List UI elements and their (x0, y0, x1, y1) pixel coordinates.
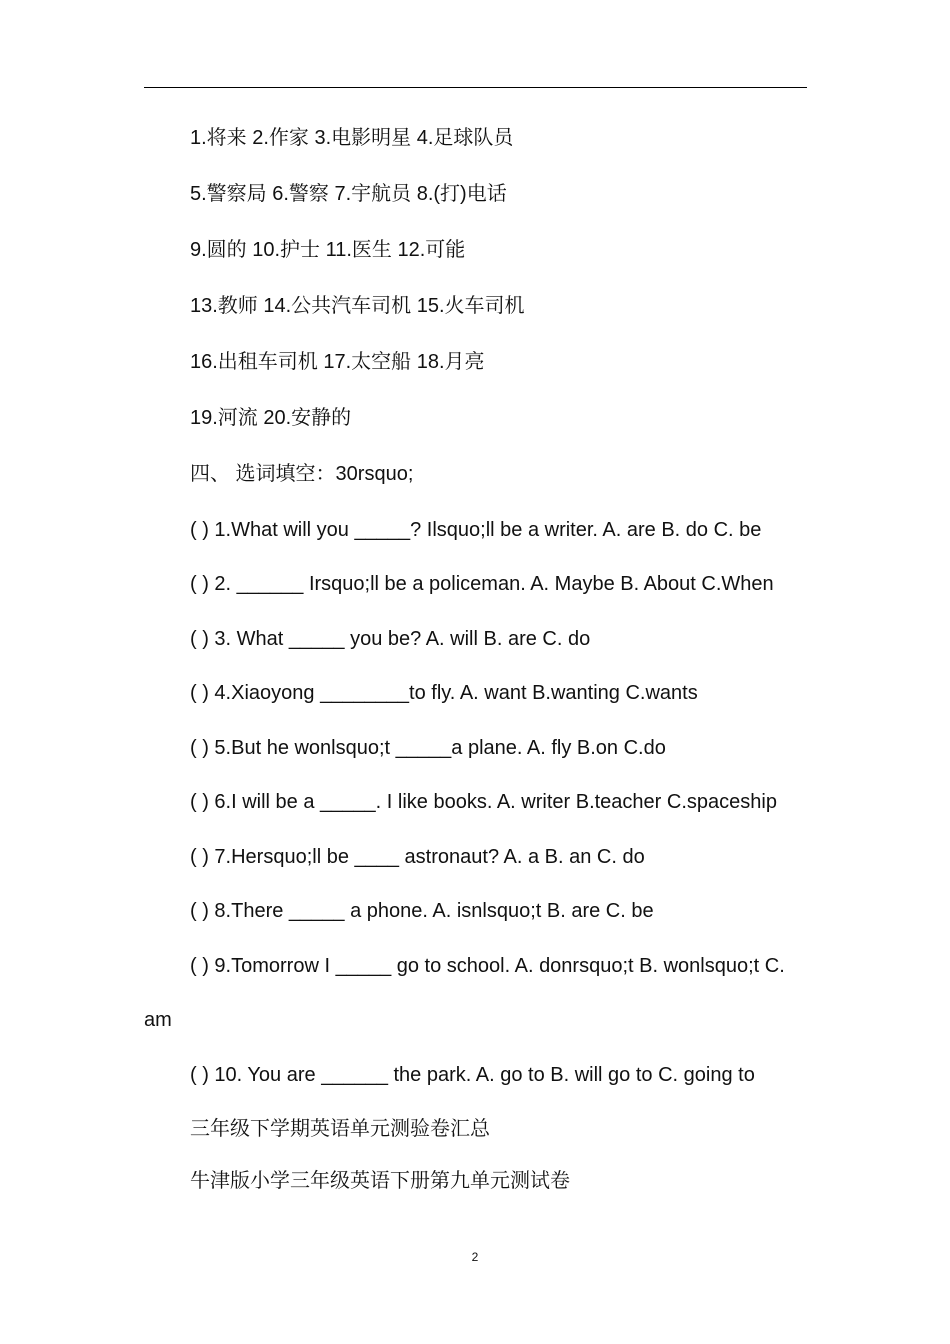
question-7: ( ) 7.Hersquo;ll be ____ astronaut? A. a B. an C. do (190, 846, 645, 868)
question-1: ( ) 1.What will you _____? Ilsquo;ll be a writer. A. are B. do C. be (190, 519, 762, 541)
question-9-continuation: am (144, 1009, 172, 1031)
question-8: ( ) 8.There _____ a phone. A. isnlsquo;t B. are C. be (190, 900, 654, 922)
footer-line-2: 牛津版小学三年级英语下册第九单元测试卷 (190, 1170, 570, 1192)
question-5: ( ) 5.But he wonlsquo;t _____a plane. A. fly B.on C.do (190, 737, 666, 759)
question-4: ( ) 4.Xiaoyong ________to fly. A. want B.wanting C.wants (190, 682, 698, 704)
vocab-line-6: 19.河流 20.安静的 (190, 407, 352, 429)
vocab-line-1: 1.将来 2.作家 3.电影明星 4.足球队员 (190, 127, 514, 149)
footer-line-1: 三年级下学期英语单元测验卷汇总 (190, 1118, 490, 1140)
section-heading: 四、 选词填空：30rsquo; (190, 463, 414, 485)
vocab-line-4: 13.教师 14.公共汽车司机 15.火车司机 (190, 295, 525, 317)
vocab-line-2: 5.警察局 6.警察 7.宇航员 8.(打)电话 (190, 183, 507, 205)
page-number: 2 (471, 1250, 479, 1264)
header-rule (144, 87, 807, 88)
question-10: ( ) 10. You are ______ the park. A. go to B. will go to C. going to (190, 1064, 755, 1086)
question-3: ( ) 3. What _____ you be? A. will B. are C. do (190, 628, 591, 650)
vocab-line-3: 9.圆的 10.护士 11.医生 12.可能 (190, 239, 466, 261)
question-9: ( ) 9.Tomorrow I _____ go to school. A. donrsquo;t B. wonlsquo;t C. (190, 955, 785, 977)
question-2: ( ) 2. ______ Irsquo;ll be a policeman. A. Maybe B. About C.When (190, 573, 774, 595)
question-6: ( ) 6.I will be a _____. I like books. A. writer B.teacher C.spaceship (190, 791, 777, 813)
vocab-line-5: 16.出租车司机 17.太空船 18.月亮 (190, 351, 485, 373)
